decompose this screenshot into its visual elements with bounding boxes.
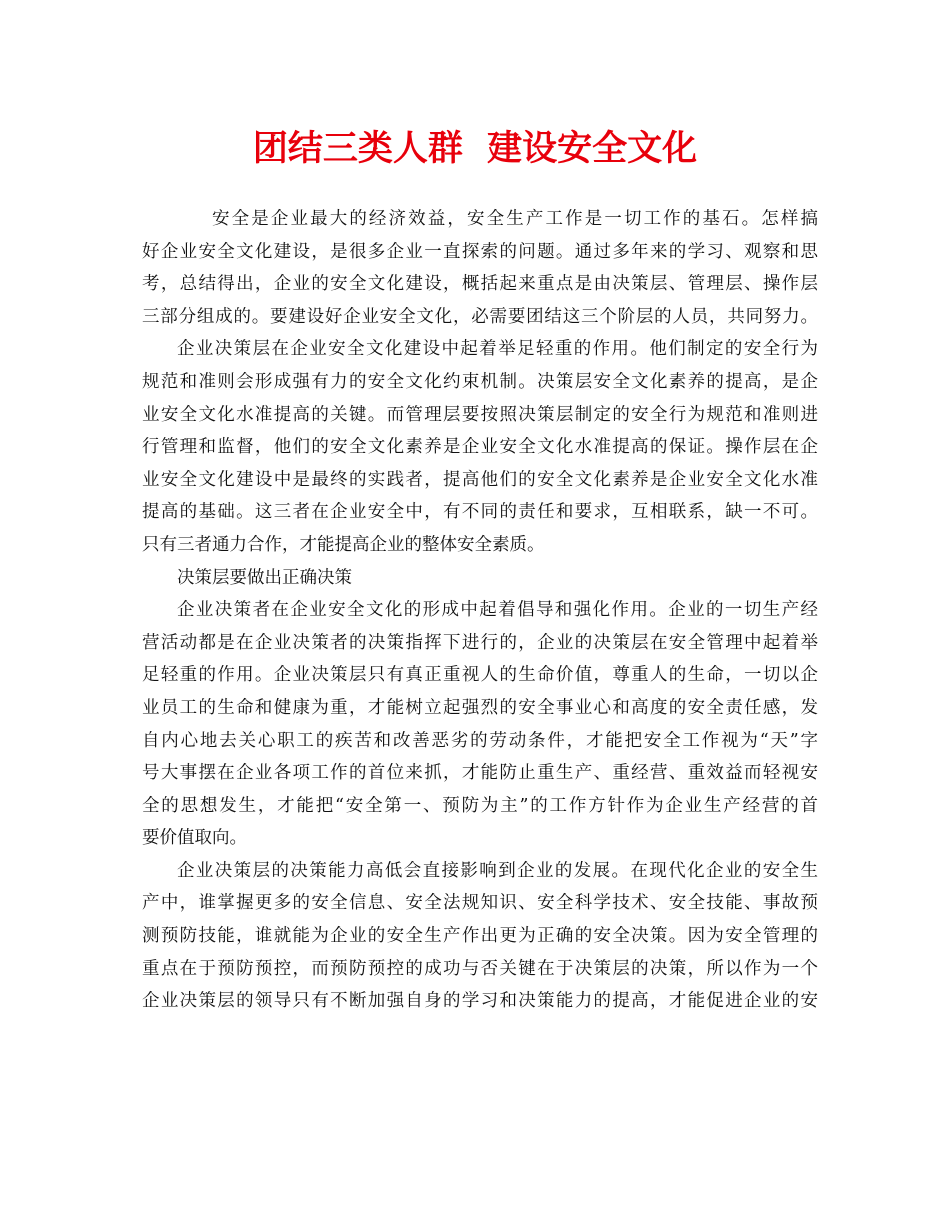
paragraph-line: 考，总结得出，企业的安全文化建设，概括起来重点是由决策层、管理层、操作层: [142, 274, 818, 295]
paragraph-line: 重点在于预防预控，而预防预控的成功与否关键在于决策层的决策，所以作为一个: [142, 958, 818, 979]
section-subheading: [142, 562, 818, 595]
paragraph-line: 要价值取向。: [142, 828, 247, 849]
paragraph-line: 业员工的生命和健康为重，才能树立起强烈的安全事业心和高度的安全责任感，发: [142, 697, 818, 718]
paragraph-line: 业安全文化水准提高的关键。而管理层要按照决策层制定的安全行为规范和准则进: [142, 404, 818, 425]
paragraph-line: 安全是企业最大的经济效益，安全生产工作是一切工作的基石。怎样搞: [212, 209, 818, 229]
paragraph-line: 产中，谁掌握更多的安全信息、安全法规知识、安全科学技术、安全技能、事故预: [142, 893, 818, 914]
paragraph-decision-makers: [142, 594, 818, 855]
paragraph-line: 企业决策者在企业安全文化的形成中起着倡导和强化作用。企业的一切生产经: [177, 600, 818, 621]
paragraph-line: 全的思想发生，才能把“安全第一、预防为主”的工作方针作为企业生产经营的首: [142, 795, 818, 816]
paragraph-line: 足轻重的作用。企业决策层只有真正重视人的生命价值，尊重人的生命，一切以企: [142, 665, 818, 686]
paragraph-line: 测预防技能，谁就能为企业的安全生产作出更为正确的安全决策。因为安全管理的: [142, 926, 818, 947]
paragraph-line: 业安全文化建设中是最终的实践者，提高他们的安全文化素养是企业安全文化水准: [142, 469, 818, 490]
paragraph-line: 企业决策层的决策能力高低会直接影响到企业的发展。在现代化企业的安全生: [177, 860, 818, 881]
document-title: 团结三类人群 建设安全文化: [252, 128, 698, 169]
paragraph-line: 企业决策层在企业安全文化建设中起着举足轻重的作用。他们制定的安全行为: [177, 339, 818, 360]
paragraph-line: 好企业安全文化建设，是很多企业一直探索的问题。通过多年来的学习、观察和思: [142, 241, 818, 262]
paragraph-line: 提高的基础。这三者在企业安全中，有不同的责任和要求，互相联系，缺一不可。: [142, 502, 818, 523]
paragraph-line: 规范和准则会形成强有力的安全文化约束机制。决策层安全文化素养的提高，是企: [142, 371, 818, 392]
paragraph-line: 营活动都是在企业决策者的决策指挥下进行的，企业的决策层在安全管理中起着举: [142, 632, 818, 653]
subheading-line: 决策层要做出正确决策: [177, 567, 352, 588]
paragraph-three-layers: [142, 333, 818, 561]
paragraph-line: 号大事摆在企业各项工作的首位来抓，才能防止重生产、重经营、重效益而轻视安: [142, 763, 818, 784]
paragraph-line: 企业决策层的领导只有不断加强自身的学习和决策能力的提高，才能促进企业的安: [142, 991, 818, 1012]
paragraph-line: 行管理和监督，他们的安全文化素养是企业安全文化水准提高的保证。操作层在企: [142, 437, 818, 458]
paragraph-line: 只有三者通力合作，才能提高企业的整体安全素质。: [142, 534, 545, 555]
paragraph-line: 三部分组成的。要建设好企业安全文化，必需要团结这三个阶层的人员，共同努力。: [142, 306, 818, 327]
paragraph-line: 自内心地去关心职工的疾苦和改善恶劣的劳动条件，才能把安全工作视为“天”字: [142, 730, 818, 751]
paragraph-decision-capability: [142, 855, 818, 1018]
document-body: [142, 203, 818, 1018]
paragraph-intro: [142, 203, 818, 333]
